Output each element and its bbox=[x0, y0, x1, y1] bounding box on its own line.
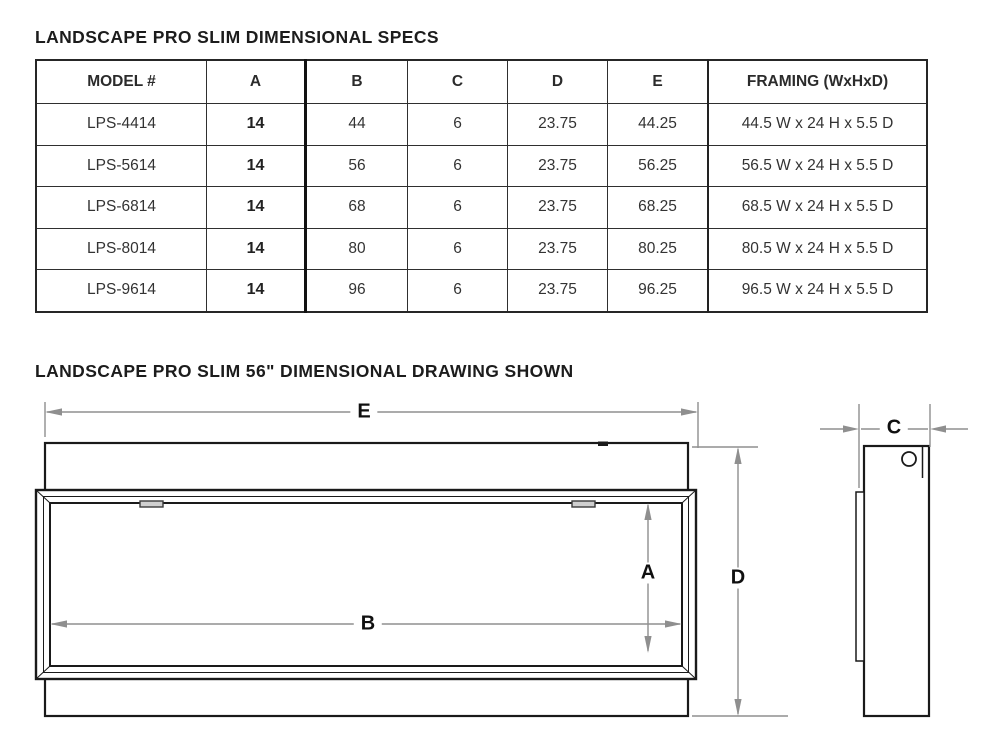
table-cell: 96.5 W x 24 H x 5.5 D bbox=[708, 270, 927, 312]
table-cell: LPS-4414 bbox=[36, 104, 207, 146]
drawing-title: LANDSCAPE PRO SLIM 56" DIMENSIONAL DRAWING SHOWN bbox=[35, 361, 574, 381]
table-cell: 6 bbox=[408, 145, 508, 187]
column-header: C bbox=[408, 60, 508, 104]
side-mounting-hole bbox=[902, 452, 916, 466]
table-cell: 68.5 W x 24 H x 5.5 D bbox=[708, 187, 927, 229]
table-cell: 14 bbox=[207, 187, 306, 229]
table-cell: 44 bbox=[306, 104, 408, 146]
side-bezel-strip bbox=[856, 492, 864, 661]
table-cell: 96 bbox=[306, 270, 408, 312]
dim-label-a: A bbox=[634, 563, 662, 584]
side-view bbox=[856, 446, 929, 716]
table-cell: LPS-8014 bbox=[36, 228, 207, 270]
glass-clip-left bbox=[140, 501, 163, 507]
table-cell: 80 bbox=[306, 228, 408, 270]
table-cell: LPS-5614 bbox=[36, 145, 207, 187]
front-top-tick bbox=[598, 442, 608, 447]
table-cell: LPS-9614 bbox=[36, 270, 207, 312]
table-cell: 56 bbox=[306, 145, 408, 187]
table-cell: 23.75 bbox=[508, 228, 608, 270]
table-cell: 80.25 bbox=[608, 228, 709, 270]
dim-label-e: E bbox=[350, 402, 377, 423]
column-header: D bbox=[508, 60, 608, 104]
table-cell: 23.75 bbox=[508, 270, 608, 312]
column-header: MODEL # bbox=[36, 60, 207, 104]
spec-table-title: LANDSCAPE PRO SLIM DIMENSIONAL SPECS bbox=[35, 27, 439, 47]
table-cell: 23.75 bbox=[508, 145, 608, 187]
column-header: FRAMING (WxHxD) bbox=[708, 60, 927, 104]
table-cell: 6 bbox=[408, 187, 508, 229]
table-cell: 6 bbox=[408, 228, 508, 270]
side-body-outline bbox=[864, 446, 929, 716]
front-view bbox=[36, 442, 696, 717]
table-cell: 14 bbox=[207, 228, 306, 270]
table-cell: 14 bbox=[207, 104, 306, 146]
table-cell: 14 bbox=[207, 145, 306, 187]
table-cell: 96.25 bbox=[608, 270, 709, 312]
table-cell: 14 bbox=[207, 270, 306, 312]
table-cell: LPS-6814 bbox=[36, 187, 207, 229]
dim-label-d: D bbox=[724, 568, 752, 589]
table-cell: 56.5 W x 24 H x 5.5 D bbox=[708, 145, 927, 187]
glass-clip-right bbox=[572, 501, 595, 507]
table-cell: 68 bbox=[306, 187, 408, 229]
table-cell: 44.5 W x 24 H x 5.5 D bbox=[708, 104, 927, 146]
table-cell: 80.5 W x 24 H x 5.5 D bbox=[708, 228, 927, 270]
table-cell: 23.75 bbox=[508, 104, 608, 146]
dim-label-b: B bbox=[354, 614, 382, 635]
table-cell: 44.25 bbox=[608, 104, 709, 146]
table-cell: 23.75 bbox=[508, 187, 608, 229]
table-cell: 6 bbox=[408, 270, 508, 312]
table-cell: 56.25 bbox=[608, 145, 709, 187]
column-header: E bbox=[608, 60, 709, 104]
column-header: A bbox=[207, 60, 306, 104]
glass-opening bbox=[50, 503, 682, 666]
dim-label-c: C bbox=[880, 418, 908, 439]
table-cell: 6 bbox=[408, 104, 508, 146]
column-header: B bbox=[306, 60, 408, 104]
table-cell: 68.25 bbox=[608, 187, 709, 229]
